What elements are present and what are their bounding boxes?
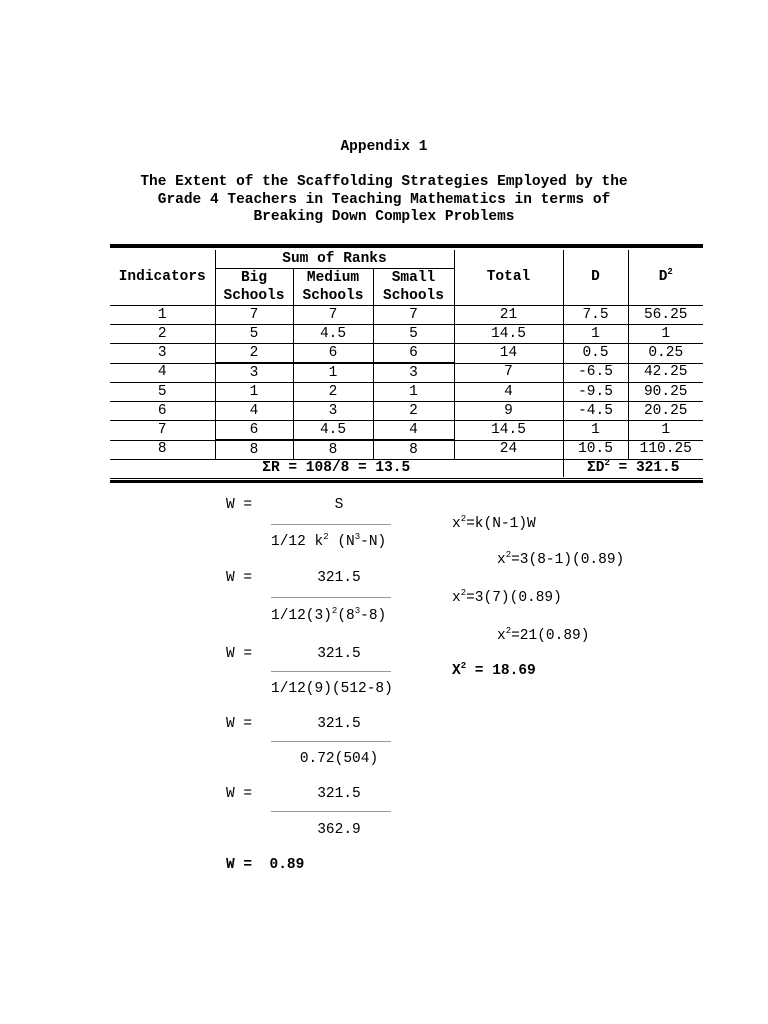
cell-total: 21 (454, 306, 563, 325)
w-step3-numerator: 321.5 (317, 646, 361, 662)
ranks-table (110, 244, 703, 483)
heading-line-1: The Extent of the Scaffolding Strategies Employed by the (140, 174, 628, 190)
header-small-line1: Small (373, 269, 454, 288)
sum-r: ΣR = 108/8 = 13.5 (110, 460, 563, 478)
cell-d: 1 (563, 325, 628, 344)
cell-indicator: 7 (110, 421, 215, 441)
cell-d: 7.5 (563, 306, 628, 325)
cell-medium-schools: 6 (293, 344, 373, 364)
cell-indicator: 4 (110, 363, 215, 383)
header-medium-line2: Schools (293, 287, 373, 306)
appendix-title: Appendix 1 (340, 139, 428, 155)
cell-total: 4 (454, 383, 563, 402)
cell-total: 7 (454, 363, 563, 383)
cell-d: -4.5 (563, 402, 628, 421)
w-step4-numerator: 321.5 (317, 716, 361, 732)
table-body (110, 306, 703, 460)
chi-line-2: $x^2=3(8-1)(0.89)$ (497, 550, 625, 568)
table-row (110, 363, 703, 383)
cell-d: 0.5 (563, 344, 628, 364)
w-label-1: W = (226, 497, 253, 513)
cell-total: 14.5 (454, 421, 563, 441)
cell-indicator: 2 (110, 325, 215, 344)
cell-d-squared: 42.25 (628, 363, 703, 383)
chi-result: $X^2 = 18.69$ (452, 661, 536, 679)
header-total: Total (454, 250, 563, 306)
cell-small-schools: 6 (373, 344, 454, 364)
cell-d-squared: 0.25 (628, 344, 703, 364)
cell-big-schools: 8 (215, 440, 293, 460)
cell-d: -9.5 (563, 383, 628, 402)
cell-small-schools: 5 (373, 325, 454, 344)
cell-small-schools: 7 (373, 306, 454, 325)
cell-medium-schools: 4.5 (293, 325, 373, 344)
cell-d: 10.5 (563, 440, 628, 460)
cell-total: 24 (454, 440, 563, 460)
table-row (110, 306, 703, 325)
table-top-rule (110, 244, 703, 248)
sum-d-squared: $\Sigma D^2 = 321.5$ (563, 460, 703, 478)
cell-d: -6.5 (563, 363, 628, 383)
w-step5-denominator: 362.9 (317, 822, 361, 838)
w-step2-numerator: 321.5 (317, 570, 361, 586)
cell-d-squared: 90.25 (628, 383, 703, 402)
cell-big-schools: 5 (215, 325, 293, 344)
cell-big-schools: 1 (215, 383, 293, 402)
w-label-5: W = (226, 786, 253, 802)
cell-medium-schools: 7 (293, 306, 373, 325)
w-step5-numerator: 321.5 (317, 786, 361, 802)
header-indicators: Indicators (118, 269, 206, 285)
w-step2-denominator: $1/12(3)^2(8^3-8)$ (271, 606, 387, 624)
cell-small-schools: 1 (373, 383, 454, 402)
cell-indicator: 8 (110, 440, 215, 460)
header-big-line2: Schools (215, 287, 293, 306)
table-heading (0, 174, 768, 227)
fraction-line-1 (271, 524, 391, 525)
cell-big-schools: 7 (215, 306, 293, 325)
cell-medium-schools: 3 (293, 402, 373, 421)
cell-medium-schools: 8 (293, 440, 373, 460)
table-row (110, 402, 703, 421)
cell-d-squared: 1 (628, 421, 703, 441)
fraction-line-3 (271, 671, 391, 672)
cell-big-schools: 6 (215, 421, 293, 441)
table-row (110, 325, 703, 344)
cell-big-schools: 3 (215, 363, 293, 383)
table-row (110, 440, 703, 460)
fraction-line-5 (271, 811, 391, 812)
w-label-2: W = (226, 570, 253, 586)
w-step4-denominator: 0.72(504) (299, 751, 379, 767)
header-d-squared: $D^2$ (628, 250, 703, 306)
cell-indicator: 5 (110, 383, 215, 402)
chi-line-4: $x^2=21(0.89)$ (497, 626, 590, 644)
cell-big-schools: 4 (215, 402, 293, 421)
w-step1-numerator: S (334, 497, 344, 513)
cell-big-schools: 2 (215, 344, 293, 364)
cell-total: 14 (454, 344, 563, 364)
header-sum-of-ranks: Sum of Ranks (215, 250, 454, 269)
heading-line-3: Breaking Down Complex Problems (253, 209, 515, 225)
header-d: D (563, 250, 628, 306)
fraction-line-2 (271, 597, 391, 598)
header-small-line2: Schools (373, 287, 454, 306)
cell-small-schools: 2 (373, 402, 454, 421)
header-medium-line1: Medium (293, 269, 373, 288)
cell-small-schools: 3 (373, 363, 454, 383)
cell-indicator: 1 (110, 306, 215, 325)
w-result: W = 0.89 (226, 857, 305, 873)
w-step1-denominator: 1/12 $k^2$ $(N^3-N)$ (271, 532, 387, 550)
cell-total: 9 (454, 402, 563, 421)
w-label-3: W = (226, 646, 253, 662)
cell-d-squared: 56.25 (628, 306, 703, 325)
cell-small-schools: 4 (373, 421, 454, 441)
table-row (110, 383, 703, 402)
header-big-line1: Big (215, 269, 293, 288)
w-label-4: W = (226, 716, 253, 732)
table-bottom-rule (110, 478, 703, 483)
w-step3-denominator: 1/12(9)(512-8) (271, 681, 393, 697)
cell-medium-schools: 4.5 (293, 421, 373, 441)
table-row (110, 344, 703, 364)
cell-small-schools: 8 (373, 440, 454, 460)
cell-d: 1 (563, 421, 628, 441)
chi-line-3: $x^2=3(7)(0.89)$ (452, 588, 562, 606)
cell-d-squared: 1 (628, 325, 703, 344)
chi-line-1: $x^2=k(N-1)W$ (452, 514, 536, 532)
heading-line-2: Grade 4 Teachers in Teaching Mathematics in terms of (157, 191, 611, 208)
cell-total: 14.5 (454, 325, 563, 344)
table-row (110, 421, 703, 441)
cell-medium-schools: 1 (293, 363, 373, 383)
cell-indicator: 3 (110, 344, 215, 364)
cell-d-squared: 110.25 (628, 440, 703, 460)
cell-medium-schools: 2 (293, 383, 373, 402)
fraction-line-4 (271, 741, 391, 742)
cell-indicator: 6 (110, 402, 215, 421)
cell-d-squared: 20.25 (628, 402, 703, 421)
